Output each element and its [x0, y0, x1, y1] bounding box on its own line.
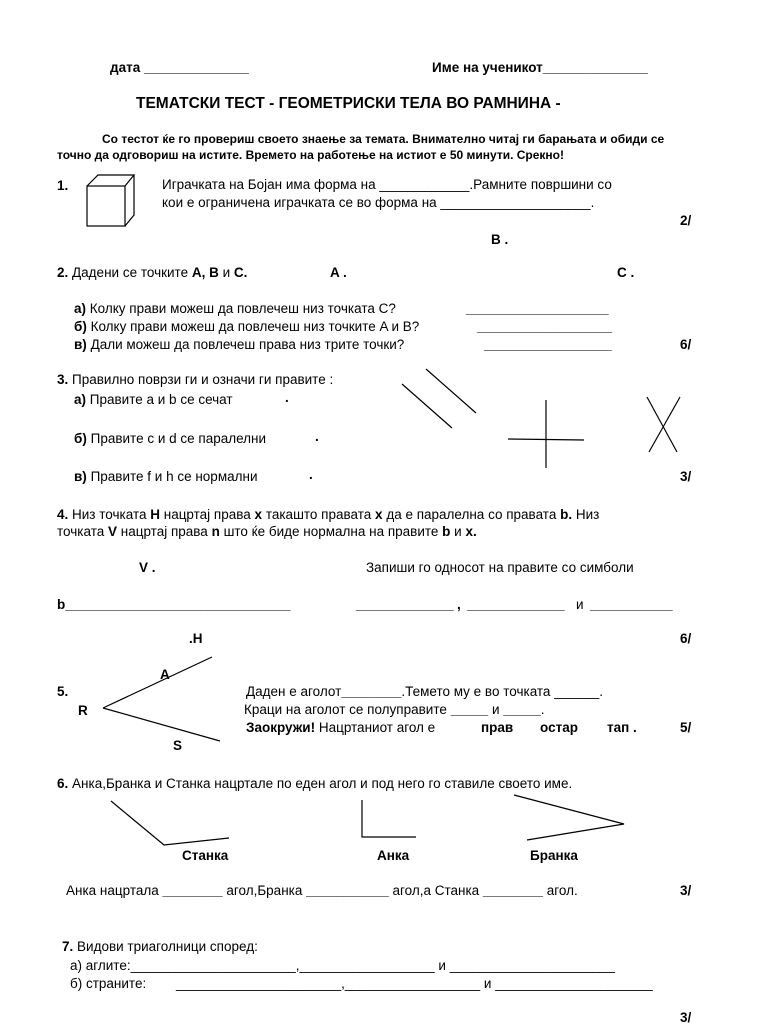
- q3-a-dot: .: [285, 390, 289, 405]
- page-title: ТЕМАТСКИ ТЕСТ - ГЕОМЕТРИСКИ ТЕЛА ВО РАМНИНА -: [136, 95, 561, 112]
- angle-anka: [362, 800, 416, 837]
- q5-blank-ray-1[interactable]: _____: [450, 702, 489, 717]
- point-h-label: .H: [189, 631, 203, 646]
- q6-score: 3/: [680, 883, 692, 898]
- point-b-label: B .: [491, 232, 509, 247]
- q2-b-text: Колку прави можеш да повлечеш низ точките A и B?: [90, 319, 420, 334]
- q6-text-e: агол,а Станка: [388, 883, 483, 898]
- q2-c-label: в): [74, 337, 87, 352]
- angle-label-a: A: [160, 667, 170, 682]
- q7-number: 7.: [62, 939, 74, 954]
- q7-score: 3/: [680, 1010, 692, 1025]
- q4-text-1i: Низ: [572, 507, 600, 522]
- name-anka: Анка: [377, 848, 410, 863]
- q3-c-dot: .: [309, 467, 313, 482]
- point-a-label: A .: [330, 265, 347, 280]
- q2-point-c: C.: [233, 265, 248, 280]
- q4-text-2g: и: [450, 524, 466, 539]
- q5-option-obtuse[interactable]: тап .: [607, 720, 637, 735]
- q2-a-text: Колку прави можеш да повлечеш низ точката C?: [89, 301, 396, 316]
- name-stanka: Станка: [182, 848, 229, 863]
- student-name-label: Име на ученикот______________: [432, 60, 648, 75]
- q5-text-2c: и: [488, 702, 504, 717]
- q4-answer-blank-2[interactable]: _____________: [467, 597, 565, 612]
- q5-score: 5/: [680, 720, 692, 735]
- q4-text-1b: H: [150, 507, 160, 522]
- q4-text-1c: нацртај права: [159, 507, 255, 522]
- q1-score: 2/: [680, 213, 692, 228]
- q6-prompt: Анка,Бранка и Станка нацртале по еден агол и под него го ставиле своето име.: [72, 776, 573, 791]
- q5-text-3b: Нацртаниот агол е: [315, 720, 436, 735]
- q4-instruction: Запиши го односот на правите со симболи: [366, 560, 634, 575]
- q4-answer-blank-1[interactable]: _____________: [356, 597, 454, 612]
- angle-label-s: S: [173, 738, 183, 753]
- q4-text-2f: b: [442, 524, 451, 539]
- angle-label-r: R: [78, 703, 88, 718]
- q2-score: 6/: [680, 337, 692, 352]
- q3-c-text: Правите f и h се нормални: [90, 469, 258, 484]
- intersecting-line-1: [647, 397, 677, 452]
- name-branka: Бранка: [530, 848, 578, 863]
- q4-text-1g: да е паралелна со правата: [382, 507, 561, 522]
- q6-blank-anka[interactable]: ________: [162, 883, 223, 898]
- q3-b-label: б): [74, 431, 87, 446]
- q2-a-answer-blank[interactable]: ___________________: [466, 301, 609, 316]
- intro-line-2: точно да одговориш на истите. Времето на работење на истиот е 50 минути. Срекно!: [57, 148, 564, 162]
- intro-line-1: Со тестот ќе го провериш своето знаење за темата. Внимателно читај ги барањата и обиди се: [102, 132, 665, 146]
- point-c-label: C .: [617, 265, 635, 280]
- line-b: b______________________________: [57, 597, 291, 612]
- q3-prompt: Правилно поврзи ги и означи ги правите :: [72, 372, 334, 387]
- q4-comma: ,: [457, 597, 461, 612]
- q2-points-ab: A, B: [191, 265, 219, 280]
- q3-score: 3/: [680, 469, 692, 484]
- q3-a-label: а): [74, 392, 87, 407]
- q4-text-2b: V: [107, 524, 117, 539]
- q6-blank-stanka[interactable]: ________: [482, 883, 543, 898]
- q5-text-2a: Краци на аголот се полуправите: [244, 702, 451, 717]
- q5-blank-ray-2[interactable]: _____: [503, 702, 541, 717]
- q6-text-c: агол,Бранка: [222, 883, 307, 898]
- q4-text-2h: x.: [465, 524, 477, 539]
- q7-sides-line[interactable]: ______________________,__________________ и _____________________: [176, 976, 653, 991]
- q4-number: 4.: [57, 507, 69, 522]
- q3-a-text: Правите а и b се сечат: [89, 392, 233, 407]
- q6-blank-branka[interactable]: ___________: [306, 883, 389, 898]
- q2-and: и: [218, 265, 234, 280]
- q2-c-answer-blank[interactable]: _________________: [484, 337, 612, 352]
- q4-text-1a: Низ точката: [68, 507, 151, 522]
- q4-text-2a: точката: [57, 524, 108, 539]
- intersecting-line-2: [649, 397, 680, 452]
- q2-number: 2.: [57, 265, 69, 280]
- q4-text-1e: такашто правата: [262, 507, 376, 522]
- q5-text-1c: .Темето му е во точката ______.: [401, 684, 603, 699]
- q7-sides-label: б) страните:: [70, 976, 147, 991]
- q2-a-label: а): [74, 301, 87, 316]
- q1-line-1: Играчката на Бојан има форма на ____________.Рамните површини со: [162, 177, 612, 192]
- q2-b-answer-blank[interactable]: __________________: [477, 319, 613, 334]
- q4-text-2c: нацртај права: [117, 524, 212, 539]
- q4-text-2e: што ќе биде нормална на правите: [219, 524, 443, 539]
- ray-ra: [103, 657, 212, 708]
- perpendicular-horizontal-line: [508, 439, 584, 440]
- q6-number: 6.: [57, 776, 69, 791]
- q4-score: 6/: [680, 631, 692, 646]
- q5-text-2e: .: [540, 702, 545, 717]
- q4-answer-blank-3[interactable]: ___________: [590, 597, 673, 612]
- q6-text-g: агол.: [543, 883, 578, 898]
- q5-option-acute[interactable]: остар: [540, 720, 578, 735]
- q7-angles-line[interactable]: а) аглите:______________________,__________________ и ______________________: [70, 958, 615, 973]
- q3-c-label: в): [74, 469, 87, 484]
- point-v-label: V .: [139, 560, 156, 575]
- q4-text-1d: x: [254, 507, 263, 522]
- parallel-line-2: [426, 369, 476, 413]
- q5-option-right[interactable]: прав: [481, 720, 514, 735]
- q4-text-1h: b.: [560, 507, 573, 522]
- date-field-label: дата ______________: [110, 60, 250, 75]
- q3-number: 3.: [57, 372, 69, 387]
- q1-line-2: кои е ограничена играчката се во форма на ____________________.: [162, 195, 595, 210]
- parallel-line-1: [402, 384, 452, 428]
- q5-blank-angle[interactable]: ________: [341, 684, 402, 699]
- q5-number: 5.: [57, 684, 69, 699]
- q5-text-1a: Даден е аголот: [246, 684, 342, 699]
- q4-and: и: [576, 597, 584, 612]
- q5-circle-instruction: Заокружи!: [246, 720, 316, 735]
- q2-prompt-text: Дадени се точките: [72, 265, 192, 280]
- q2-c-text: Дали можеш да повлечеш права низ трите точки?: [90, 337, 405, 352]
- q7-prompt: Видови триаголници според:: [77, 939, 258, 954]
- q3-b-text: Правите c и d се паралелни: [90, 431, 267, 446]
- q2-b-label: б): [74, 319, 87, 334]
- ray-rs: [103, 708, 220, 741]
- angle-stanka: [111, 801, 229, 845]
- angle-branka: [514, 795, 624, 840]
- q3-b-dot: .: [315, 429, 319, 444]
- q4-text-1f: x: [375, 507, 383, 522]
- q1-number: 1.: [57, 178, 69, 193]
- q6-text-a: Анка нацртала: [66, 883, 163, 898]
- q4-text-2d: n: [211, 524, 220, 539]
